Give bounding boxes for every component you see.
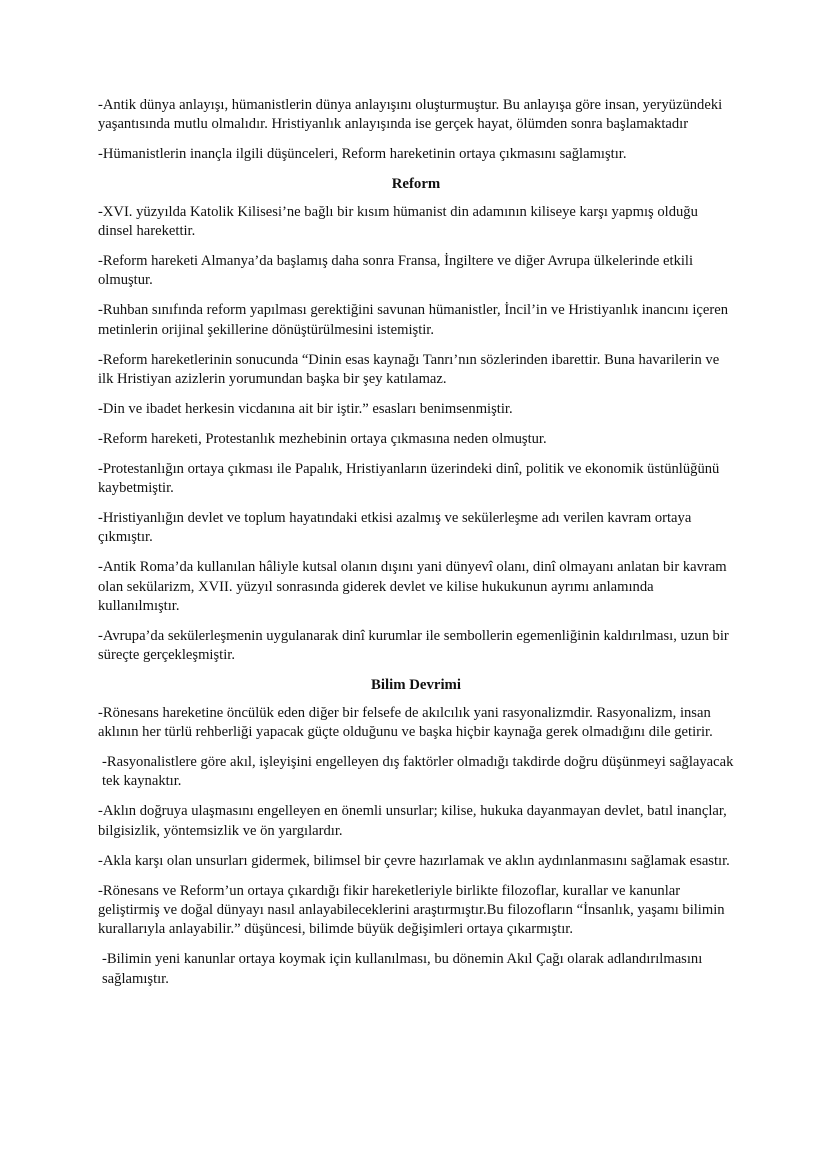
paragraph: -Akla karşı olan unsurları gidermek, bilimsel bir çevre hazırlamak ve aklın aydınlanmasını sağlamak esastır.	[98, 852, 730, 869]
paragraph: -Hristiyanlığın devlet ve toplum hayatındaki etkisi azalmış ve sekülerleşme adı verilen kavram ortaya çıkmıştır.	[98, 510, 692, 546]
section-heading-reform: Reform	[391, 176, 441, 193]
paragraph: -XVI. yüzyılda Katolik Kilisesi’ne bağlı bir kısım hümanist din adamının kiliseye karşı yapmış olduğu dinsel harekettir.	[98, 203, 698, 240]
paragraph: -Aklın doğruya ulaşmasını engelleyen en önemli unsurlar; kilise, hukuka dayanmayan devlet, batıl inançlar, bilgisizlik, yöntemsizlik ve ön yargılardır.	[98, 803, 727, 839]
paragraph: -Reform hareketi Almanya’da başlamış daha sonra Fransa, İngiltere ve diğer Avrupa ülkelerinde etkili olmuştur.	[98, 252, 694, 289]
paragraph: -Reform hareketi, Protestanlık mezhebinin ortaya çıkmasına neden olmuştur.	[98, 430, 547, 447]
paragraph: -Avrupa’da sekülerleşmenin uygulanarak dinî kurumlar ile sembollerin egemenliğinin kaldırılması, uzun bir süreçte gerçekleşmiştir.	[98, 628, 729, 664]
paragraph: -Antik dünya anlayışı, hümanistlerin dünya anlayışını oluşturmuştur. Bu anlayışa göre insan, yeryüzündeki yaşantısında mutlu olmalıdır. Hristiyanlık anlayışında ise gerçek hayat, ölümden sonra başlamaktadır	[98, 97, 723, 133]
paragraph: -Ruhban sınıfında reform yapılması gerektiğini savunan hümanistler, İncil’in ve Hristiyanlık inancını içeren metinlerin orijinal şekillerine dönüştürülmesini istemiştir.	[98, 302, 729, 338]
paragraph: -Rasyonalistlere göre akıl, işleyişini engelleyen dış faktörler olmadığı takdirde doğru düşünmeyi sağlayacak tek kaynaktır.	[102, 754, 734, 790]
section-heading-bilim-devrimi: Bilim Devrimi	[371, 677, 461, 694]
paragraph: -Reform hareketlerinin sonucunda “Dinin esas kaynağı Tanrı’nın sözlerinden ibarettir. Buna havarilerin ve ilk Hristiyan azizlerin yorumundan başka bir şey katılamaz.	[98, 351, 720, 387]
paragraph: -Bilimin yeni kanunlar ortaya koymak için kullanılması, bu dönemin Akıl Çağı olarak adlandırılmasını sağlamıştır.	[102, 951, 703, 987]
document-page	[98, 96, 734, 1000]
paragraph: -Antik Roma’da kullanılan hâliyle kutsal olanın dışını yani dünyevî olanı, dinî olmayanı anlatan bir kavram olan sekülarizm, XVII. yüzyıl sonrasında giderek devlet ve kilise hukukunun ayrımı anlamında kullanılmıştır.	[98, 559, 727, 615]
paragraph: -Rönesans ve Reform’un ortaya çıkardığı fikir hareketleriyle birlikte filozoflar, kurallar ve kanunlar geliştirmiş ve doğal dünyayı nasıl anlayabileceklerini araştırmıştır.Bu filozofların “İnsanlık, yaşamı bilimin kurallarıyla anlayabilir.” düşüncesi, bilimde büyük değişimleri ortaya çıkarmıştır.	[98, 882, 725, 938]
paragraph: -Protestanlığın ortaya çıkması ile Papalık, Hristiyanların üzerindeki dinî, politik ve ekonomik üstünlüğünü kaybetmiştir.	[98, 460, 720, 497]
paragraph: -Rönesans hareketine öncülük eden diğer bir felsefe de akılcılık yani rasyonalizmdir. Rasyonalizm, insan aklının her türlü rehberliği yapacak güçte olduğunu ve başka hiçbir kaynağa gerek olmadığını dile getirir.	[98, 704, 713, 741]
paragraph: -Din ve ibadet herkesin vicdanına ait bir iştir.” esasları benimsenmiştir.	[98, 400, 513, 417]
paragraph: -Hümanistlerin inançla ilgili düşünceleri, Reform hareketinin ortaya çıkmasını sağlamıştır.	[98, 146, 627, 163]
